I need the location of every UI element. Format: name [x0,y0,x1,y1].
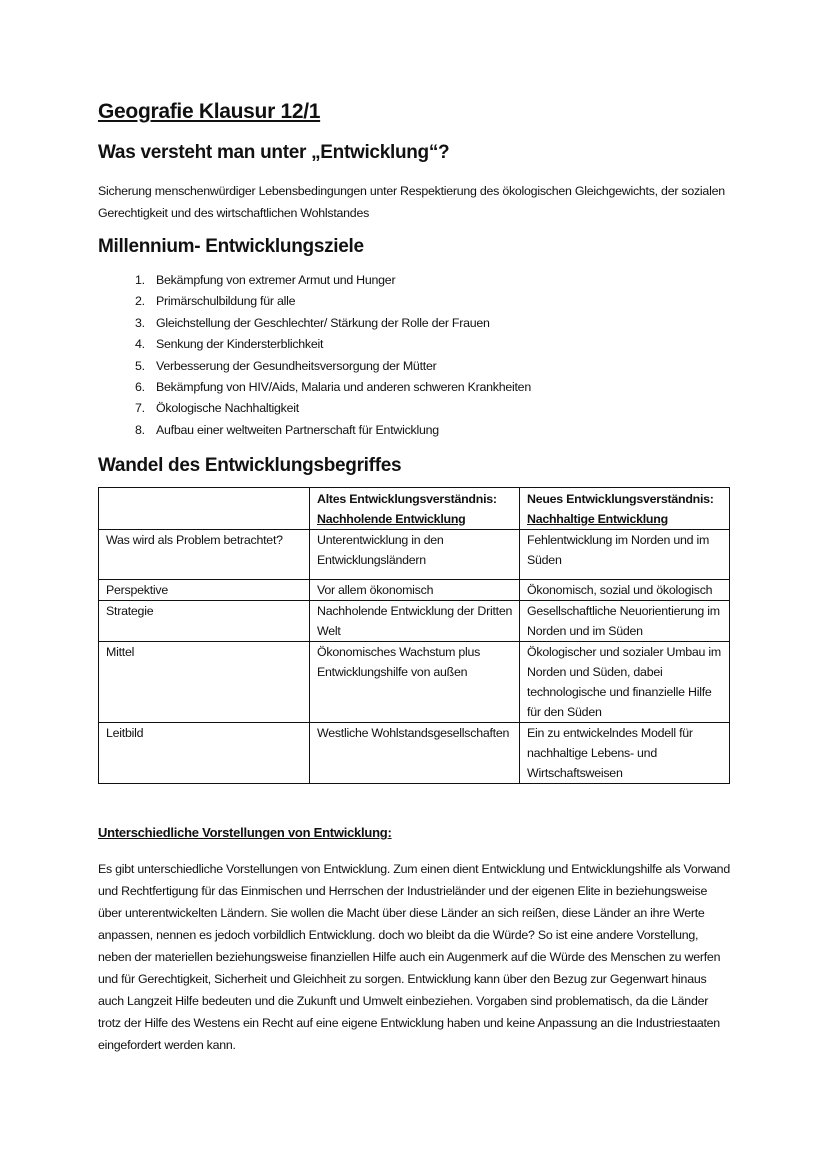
table-row [99,723,730,784]
document-title: Geografie Klausur 12/1 [98,100,321,123]
row-label: Was wird als Problem betrachtet? [99,530,310,580]
row-old: Unterentwicklung in den Entwicklungsländern [310,530,520,580]
header-old-line2: Nachholende Entwicklung [317,512,466,527]
heading-millennium-goals: Millennium- Entwicklungsziele [98,236,364,257]
row-old: Ökonomisches Wachstum plus Entwicklungshilfe von außen [310,642,520,723]
list-item: 6. Bekämpfung von HIV/Aids, Malaria und anderen schweren Krankheiten [148,377,730,398]
header-old-line1: Altes Entwicklungsverständnis: [317,492,497,507]
row-new: Gesellschaftliche Neuorientierung im Norden und im Süden [520,601,730,642]
definition-text: Sicherung menschenwürdiger Lebensbedingungen unter Respektierung des ökologischen Gleichgewichts, der sozialen Gerechtigkeit und des wirtschaftlichen Wohlstandes [98,184,725,220]
list-item: 7. Ökologische Nachhaltigkeit [148,398,730,419]
table-row [99,530,730,580]
document-page [98,98,730,1056]
row-label: Perspektive [99,580,310,601]
table-row [99,642,730,723]
comparison-table [98,487,730,784]
list-item: 8. Aufbau einer weltweiten Partnerschaft für Entwicklung [148,420,730,441]
table-header-old [310,488,520,530]
row-old: Nachholende Entwicklung der Dritten Welt [310,601,520,642]
header-new-line2: Nachhaltige Entwicklung [527,512,668,527]
table-header-row [99,488,730,530]
row-new: Ökologischer und sozialer Umbau im Norden und Süden, dabei technologische und finanzielle Hilfe für den Süden [520,642,730,723]
millennium-goals-list [98,270,730,441]
row-old: Westliche Wohlstandsgesellschaften [310,723,520,784]
row-label: Strategie [99,601,310,642]
list-item: 3. Gleichstellung der Geschlechter/ Stärkung der Rolle der Frauen [148,313,730,334]
table-row [99,580,730,601]
row-new: Ein zu entwickelndes Modell für nachhaltige Lebens- und Wirtschaftsweisen [520,723,730,784]
row-label: Leitbild [99,723,310,784]
heading-entwicklung: Was versteht man unter „Entwicklung“? [98,142,450,163]
list-item: 5. Verbesserung der Gesundheitsversorgung der Mütter [148,356,730,377]
table-header-new [520,488,730,530]
header-new-line1: Neues Entwicklungsverständnis: [527,492,714,507]
row-new: Ökonomisch, sozial und ökologisch [520,580,730,601]
table-header-empty [99,488,310,530]
heading-wandel: Wandel des Entwicklungsbegriffes [98,455,402,477]
row-old: Vor allem ökonomisch [310,580,520,601]
list-item: 4. Senkung der Kindersterblichkeit [148,334,730,355]
row-new: Fehlentwicklung im Norden und im Süden [520,530,730,580]
table-row [99,601,730,642]
vorstellungen-text: Es gibt unterschiedliche Vorstellungen von Entwicklung. Zum einen dient Entwicklung und Entwicklungshilfe als Vorwand und Rechtfertigung für das Einmischen und Herrschen der Industrieländer und der eigenen Elite in beziehungsweise über unterentwickelten Ländern. Sie wollen die Macht über diese Länder an sich reißen, diese Länder an ihre Werte anpassen, nennen es jedoch vorbildlich Entwicklung. doch wo bleibt da die Würde? So ist eine andere Vorstellung, neben der materiellen beziehungsweise finanziellen Hilfe auch ein Augenmerk auf die Würde des Menschen zu werfen und für Gerechtigkeit, Sicherheit und Gleichheit zu sorgen. Entwicklung kann über den Bezug zur Gegenwart hinaus auch Langzeit Hilfe bedeuten und die Zukunft und Umwelt einbeziehen. Vorgaben sind problematisch, da die Länder trotz der Hilfe des Westens ein Recht auf eine eigene Entwicklung haben und keine Anpassung an die Industriestaaten eingefordert werden kann. [98,862,730,1053]
heading-vorstellungen: Unterschiedliche Vorstellungen von Entwicklung: [98,825,392,841]
row-label: Mittel [99,642,310,723]
list-item: 2. Primärschulbildung für alle [148,291,730,312]
list-item: 1. Bekämpfung von extremer Armut und Hunger [148,270,730,291]
